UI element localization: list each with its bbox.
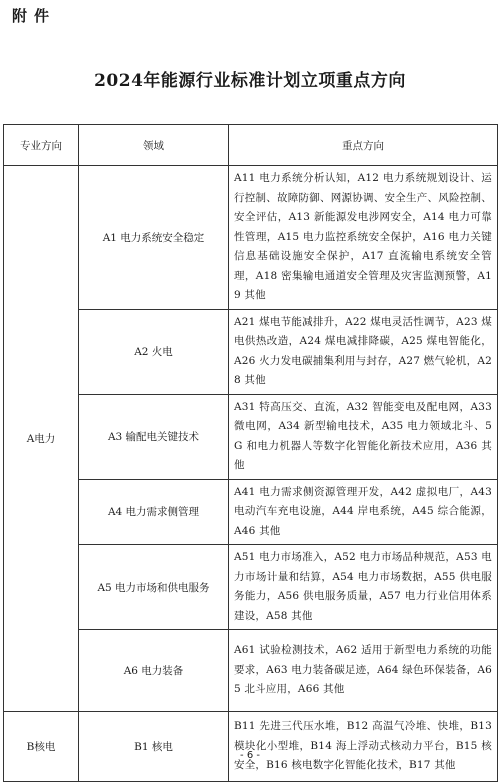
key-points-cell: A11 电力系统分析认知，A12 电力系统规划设计、运行控制、故障防御、网源协调、安全生产、风险控制、安全评估，A13 新能源发电涉网安全，A14 电力可靠性管理，A15 电力监控系统安全保护，A16 电力关键信息基础设施安全保护，A17 直流输电系统安全管理，A18 密集输电通道安全管理及灾害监测预警，A19 其他 [229, 166, 498, 310]
key-points-cell: A51 电力市场准入，A52 电力市场品种规范，A53 电力市场计量和结算，A54 电力市场数据，A55 供电服务能力，A56 供电服务质量，A57 电力行业信用体系建设，A58 其他 [229, 545, 498, 630]
table-row [4, 630, 498, 712]
table-row [4, 545, 498, 630]
field-cell: A1 电力系统安全稳定 [79, 166, 229, 310]
table-row [4, 394, 498, 479]
standards-table [3, 124, 498, 782]
key-points-cell: A61 试验检测技术，A62 适用于新型电力系统的功能要求，A63 电力装备碳足迹，A64 绿色环保装备，A65 北斗应用，A66 其他 [229, 630, 498, 712]
field-cell: A5 电力市场和供电服务 [79, 545, 229, 630]
table-row [4, 309, 498, 394]
field-cell: B1 核电 [79, 712, 229, 782]
key-points-cell: B11 先进三代压水堆，B12 高温气冷堆、快堆，B13 模块化小型堆，B14 海上浮动式核动力平台，B15 核安全，B16 核电数字化智能化技术，B17 其他 [229, 712, 498, 782]
field-cell: A3 输配电关键技术 [79, 394, 229, 479]
key-points-cell: A31 特高压交、直流，A32 智能变电及配电网，A33 微电网，A34 新型输电技术，A35 电力领域北斗、5G 和电力机器人等数字化智能化新技术应用，A36 其他 [229, 394, 498, 479]
header-key-points: 重点方向 [229, 125, 498, 166]
attachment-label: 附件 [12, 7, 57, 25]
table-row [4, 166, 498, 310]
header-field: 领域 [79, 125, 229, 166]
direction-cell: A电力 [4, 166, 79, 712]
field-cell: A6 电力装备 [79, 630, 229, 712]
header-direction: 专业方向 [4, 125, 79, 166]
direction-cell: B核电 [4, 712, 79, 782]
key-points-cell: A21 煤电节能减排升，A22 煤电灵活性调节，A23 煤电供热改造，A24 煤电减排降碳，A25 煤电智能化，A26 火力发电碳捕集利用与封存，A27 燃气轮机，A28 其他 [229, 309, 498, 394]
key-points-cell: A41 电力需求侧资源管理开发，A42 虚拟电厂，A43 电动汽车充电设施，A44 岸电系统，A45 综合能源，A46 其他 [229, 479, 498, 545]
field-cell: A4 电力需求侧管理 [79, 479, 229, 545]
table-header-row [4, 125, 498, 166]
table-row [4, 479, 498, 545]
field-cell: A2 火电 [79, 309, 229, 394]
table-row [4, 712, 498, 782]
page-number: - 6 - [240, 750, 260, 761]
document-title: 2024年能源行业标准计划立项重点方向 [94, 71, 406, 91]
